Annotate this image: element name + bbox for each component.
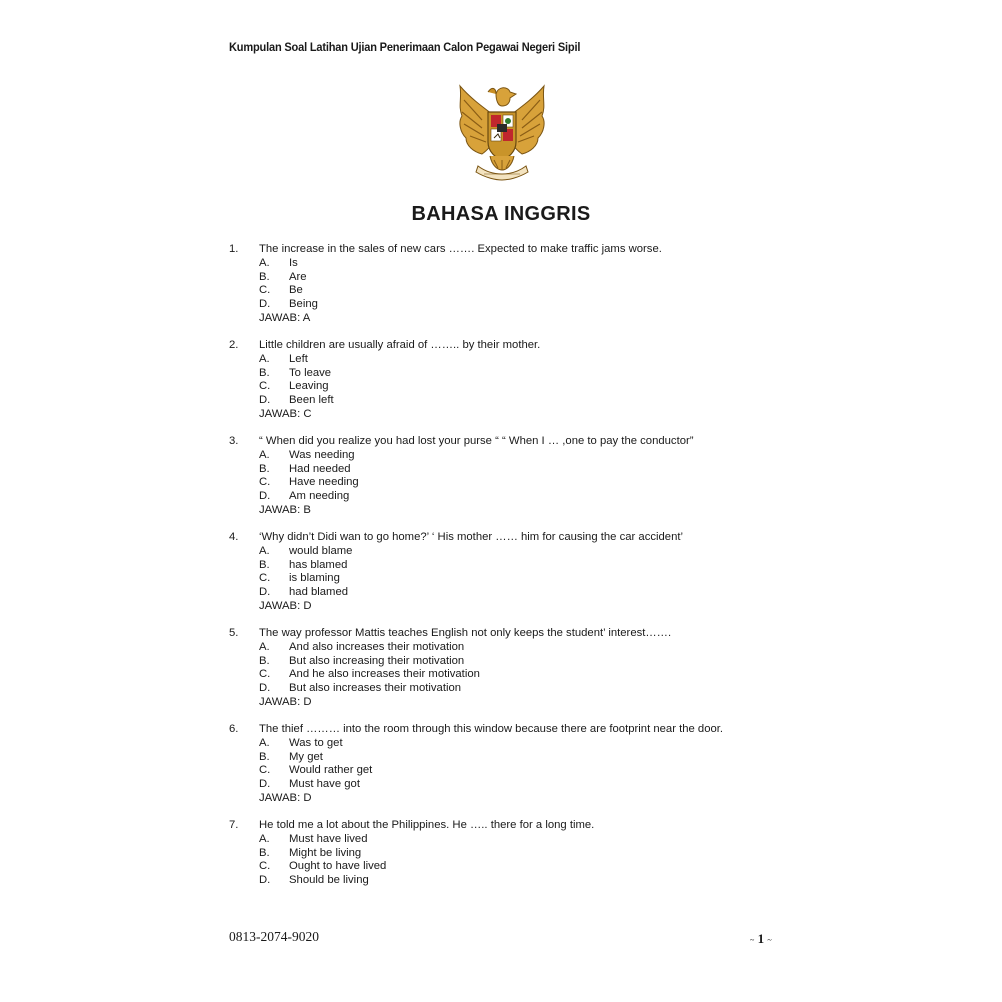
question-item: [229, 723, 789, 806]
question-text: The thief ……… into the room through this window because there are footprint near the door.: [259, 723, 724, 735]
answer-option: A. Was to get: [259, 736, 343, 749]
answer-option: C. Would rather get: [259, 764, 373, 777]
answer-option: B. Are: [259, 270, 307, 283]
answer-option: A. Must have lived: [259, 832, 368, 845]
question-number: 6.: [229, 723, 239, 735]
answer-key: JAWAB: D: [259, 599, 312, 612]
answer-key: JAWAB: D: [259, 695, 312, 708]
document-header-title: Kumpulan Soal Latihan Ujian Penerimaan Calon Pegawai Negeri Sipil: [229, 40, 581, 54]
answer-option: B. To leave: [259, 366, 332, 379]
answer-option: D. Being: [259, 298, 318, 310]
answer-option: D. Must have got: [259, 778, 360, 790]
question-list: [229, 243, 789, 901]
question-number: 2.: [229, 339, 239, 351]
answer-option: D. But also increases their motivation: [259, 682, 462, 694]
question-text: He told me a lot about the Philippines. He ….. there for a long time.: [259, 819, 595, 831]
footer-phone-number: 0813-2074-9020: [229, 929, 319, 944]
answer-option: D. Should be living: [259, 874, 369, 886]
question-number: 7.: [229, 819, 239, 831]
question-text: The increase in the sales of new cars ……. Expected to make traffic jams worse.: [259, 243, 662, 255]
answer-option: C. Leaving: [259, 380, 329, 393]
answer-option: B. has blamed: [259, 558, 348, 571]
answer-option: D. had blamed: [259, 586, 349, 598]
answer-option: A. Is: [259, 256, 298, 269]
answer-option: C. Ought to have lived: [259, 860, 387, 873]
answer-option: B. My get: [259, 750, 323, 763]
answer-option: C. is blaming: [259, 572, 340, 585]
question-text: “ When did you realize you had lost your purse “ “ When I … ,one to pay the conductor”: [259, 435, 694, 447]
question-text: The way professor Mattis teaches English not only keeps the student’ interest…….: [259, 627, 672, 639]
question-number: 3.: [229, 435, 239, 447]
answer-key: JAWAB: D: [259, 791, 312, 804]
question-item: [229, 627, 789, 710]
question-item: [229, 531, 789, 614]
answer-option: D. Am needing: [259, 490, 350, 502]
answer-option: A. would blame: [259, 544, 353, 557]
question-text: ‘Why didn’t Didi wan to go home?’ ‘ His mother …… him for causing the car accident’: [259, 531, 684, 543]
question-item: [229, 243, 789, 326]
question-number: 5.: [229, 627, 239, 639]
answer-key: JAWAB: B: [259, 503, 311, 516]
answer-key: JAWAB: A: [259, 311, 311, 324]
question-text: Little children are usually afraid of …….. by their mother.: [259, 339, 541, 351]
question-item: [229, 819, 789, 888]
answer-option: A. Was needing: [259, 448, 355, 461]
answer-option: B. Might be living: [259, 846, 362, 859]
answer-option: A. And also increases their motivation: [259, 640, 465, 653]
answer-option: B. Had needed: [259, 462, 351, 475]
answer-option: C. Be: [259, 284, 303, 297]
garuda-emblem-icon: [452, 80, 552, 186]
answer-option: A. Left: [259, 352, 308, 365]
answer-key: JAWAB: C: [259, 407, 312, 420]
answer-option: D. Been left: [259, 394, 334, 406]
page-number: ~ 1 ~: [750, 931, 772, 946]
answer-option: B. But also increasing their motivation: [259, 654, 465, 667]
page-title: BAHASA INGGRIS: [411, 203, 591, 225]
question-number: 1.: [229, 243, 239, 255]
question-number: 4.: [229, 531, 239, 543]
answer-option: C. Have needing: [259, 476, 359, 489]
answer-option: C. And he also increases their motivation: [259, 668, 480, 681]
question-item: [229, 435, 789, 518]
question-item: [229, 339, 789, 422]
